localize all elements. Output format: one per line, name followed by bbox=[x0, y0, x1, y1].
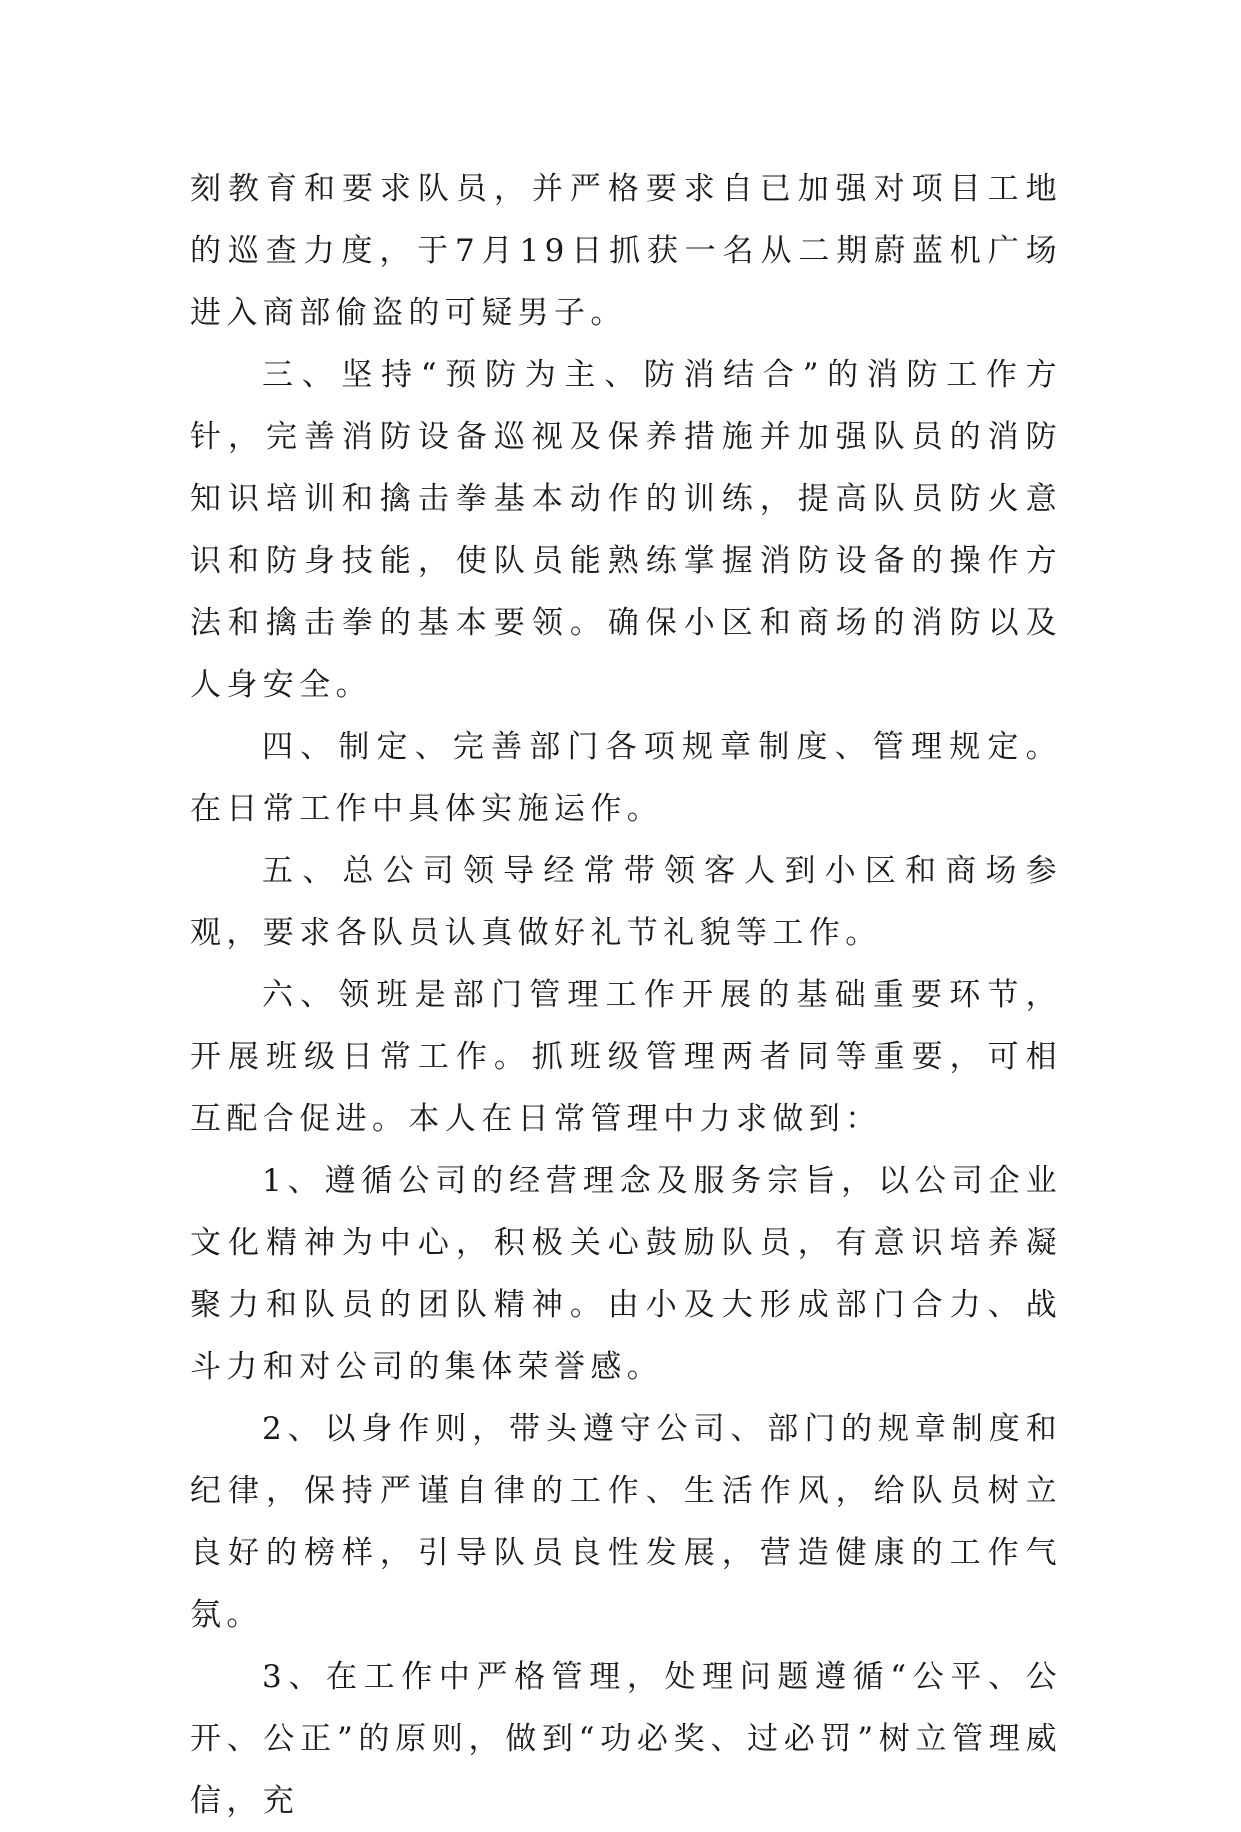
paragraph-etiquette: 五、总公司领导经常带领客人到小区和商场参观，要求各队员认真做好礼节礼貌等工作。 bbox=[190, 853, 1062, 951]
document-body bbox=[190, 158, 1062, 1832]
paragraph-item-1: 1、遵循公司的经营理念及服务宗旨，以公司企业文化精神为中心，积极关心鼓励队员，有意识培养凝聚力和队员的团队精神。由小及大形成部门合力、战斗力和对公司的集体荣誉感。 bbox=[190, 1163, 1062, 1385]
paragraph-fire-safety: 三、坚持“预防为主、防消结合”的消防工作方针，完善消防设备巡视及保养措施并加强队员的消防知识培训和擒击拳基本动作的训练，提高队员防火意识和防身技能，使队员能熟练掌握消防设备的操作方法和擒击拳的基本要领。确保小区和商场的消防以及人身安全。 bbox=[190, 357, 1062, 703]
paragraph-item-2: 2、以身作则，带头遵守公司、部门的规章制度和纪律，保持严谨自律的工作、生活作风，给队员树立良好的榜样，引导队员良性发展，营造健康的工作气氛。 bbox=[190, 1411, 1062, 1633]
paragraph-continuation: 刻教育和要求队员，并严格要求自已加强对项目工地的巡查力度，于7月19日抓获一名从二期蔚蓝机广场进入商部偷盗的可疑男子。 bbox=[190, 171, 1062, 331]
paragraph-regulations: 四、制定、完善部门各项规章制度、管理规定。在日常工作中具体实施运作。 bbox=[190, 729, 1062, 827]
paragraph-team-leader: 六、领班是部门管理工作开展的基础重要环节，开展班级日常工作。抓班级管理两者同等重要，可相互配合促进。本人在日常管理中力求做到： bbox=[190, 977, 1062, 1137]
paragraph-item-3: 3、在工作中严格管理，处理问题遵循“公平、公开、公正”的原则，做到“功必奖、过必罚”树立管理威信，充 bbox=[190, 1659, 1062, 1819]
